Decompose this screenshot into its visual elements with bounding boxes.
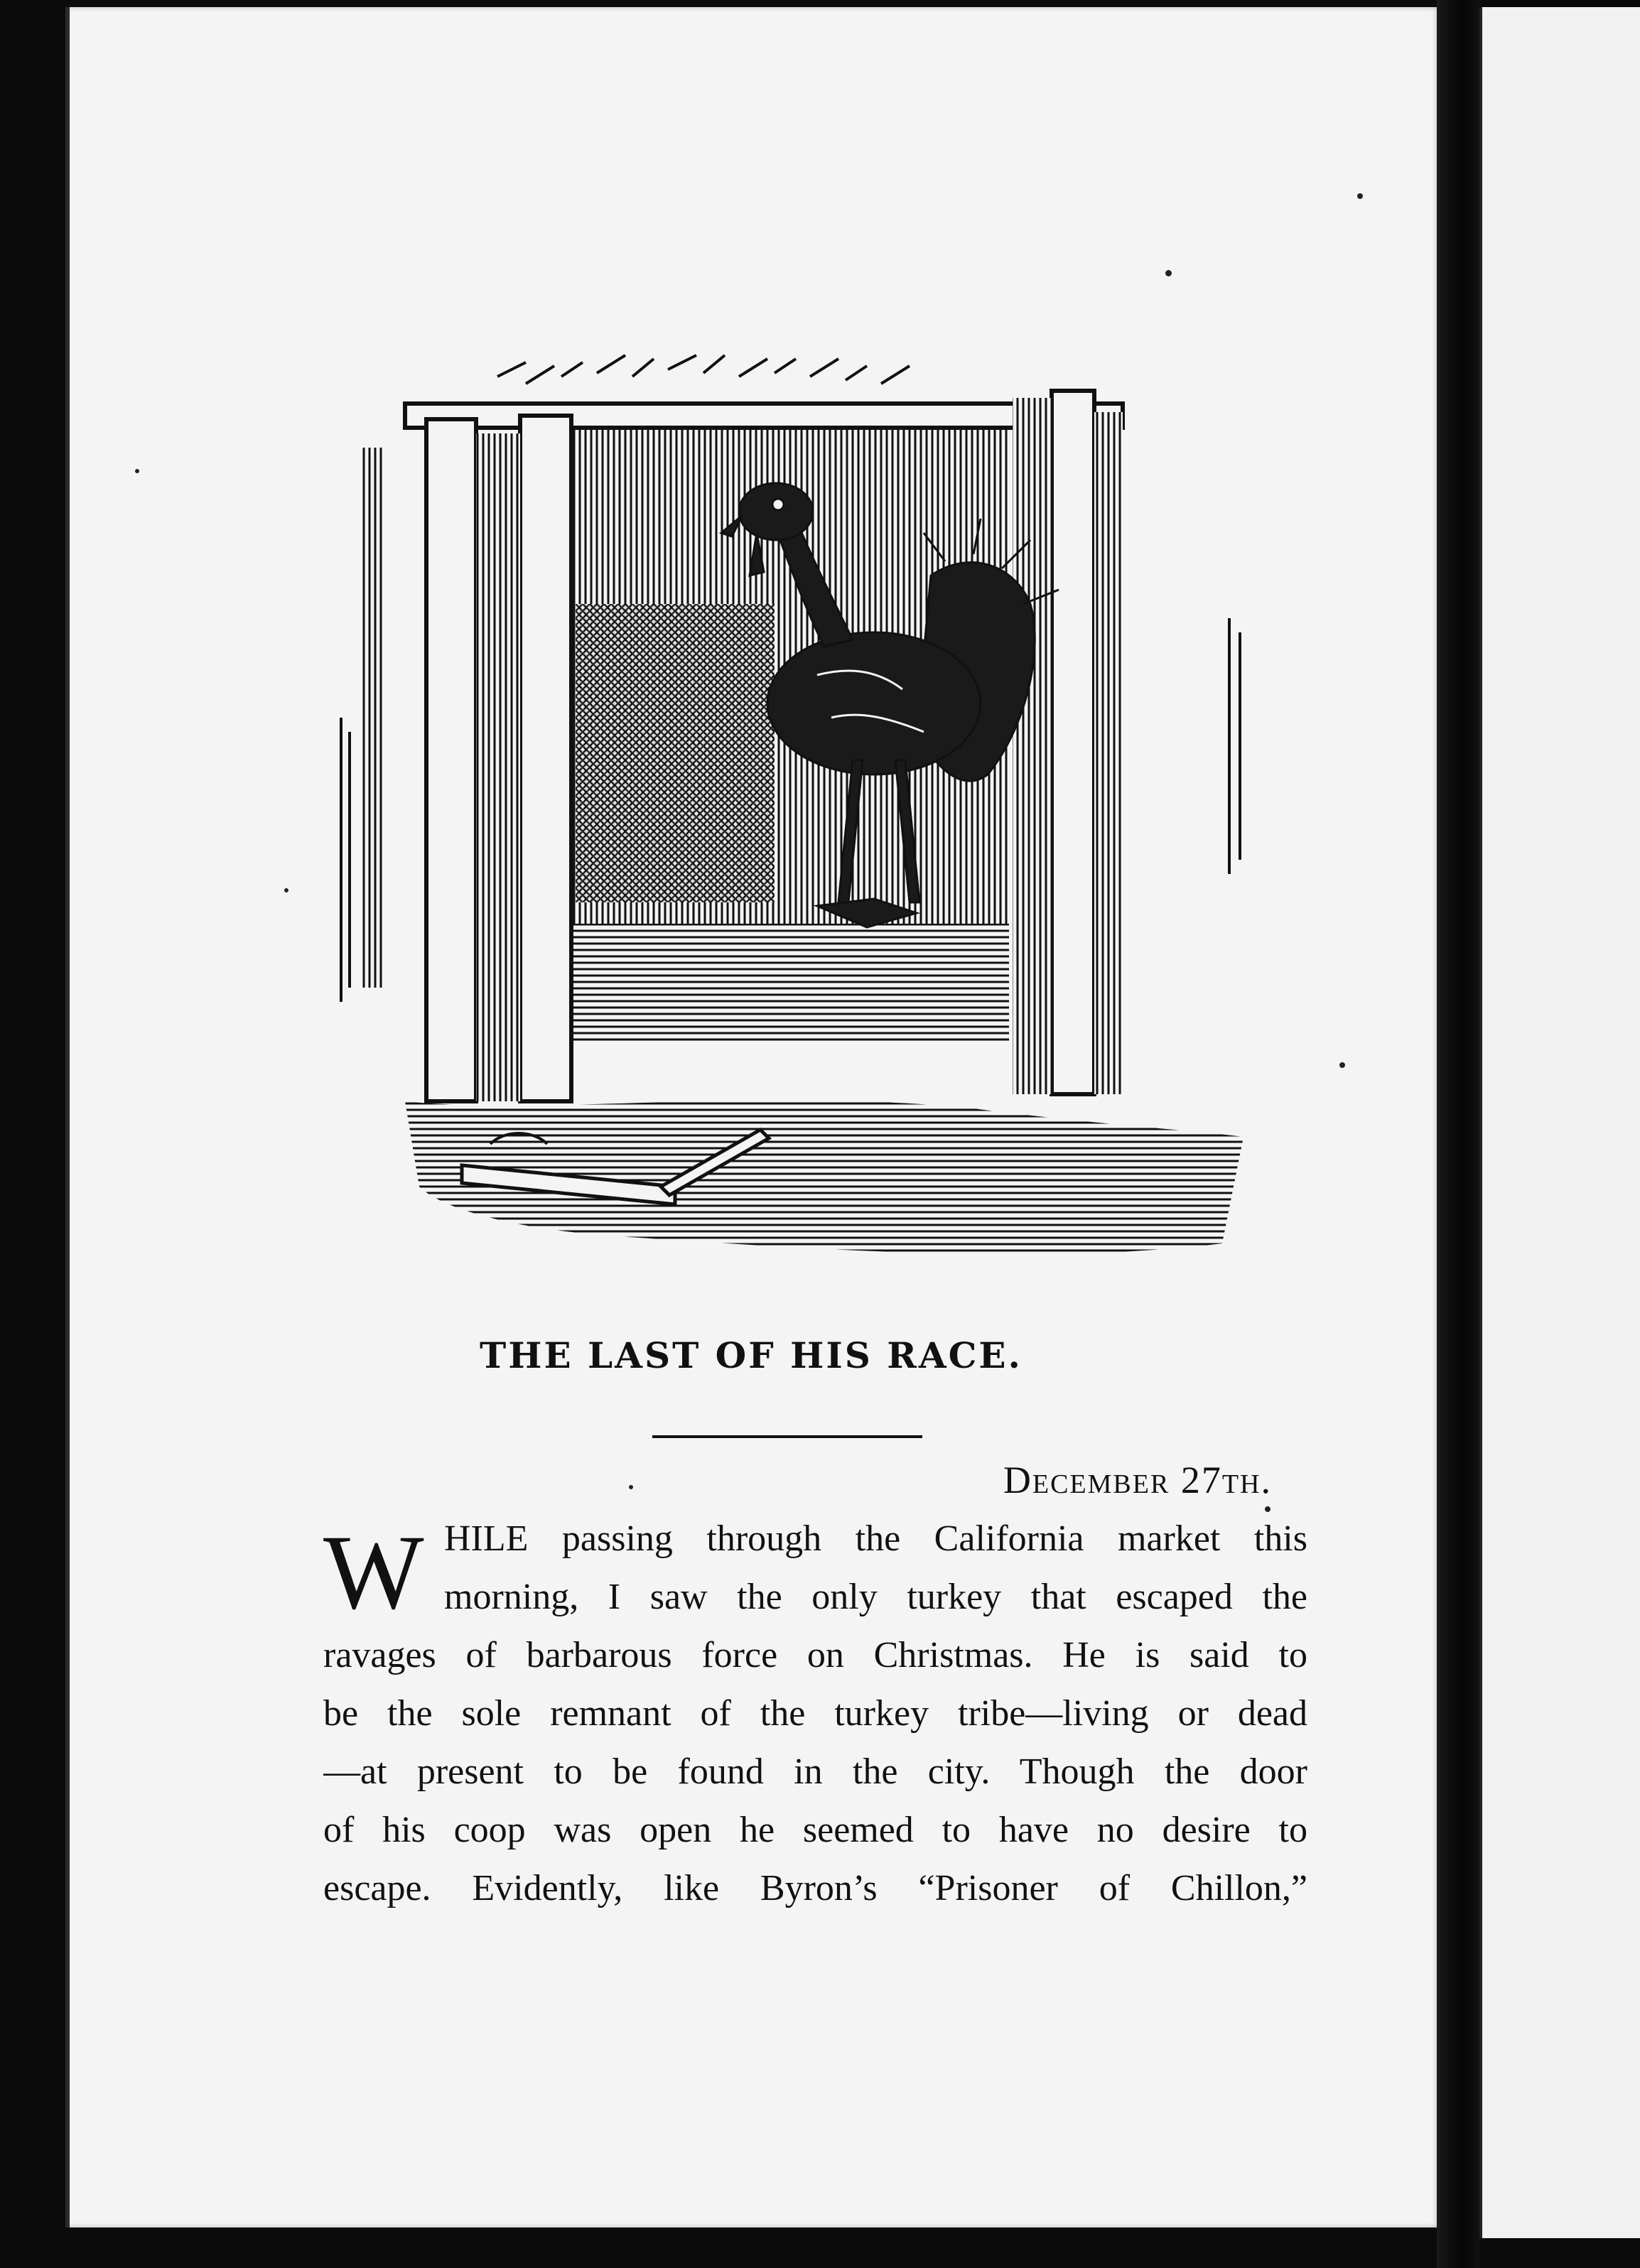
body-line: —at present to be found in the city. Though the door: [323, 1751, 1307, 1792]
scan-speck: [1165, 270, 1172, 276]
scan-speck: [1339, 1062, 1345, 1068]
book-gutter: [1437, 0, 1479, 2268]
illustration-caption: THE LAST OF HIS RACE.: [480, 1334, 1023, 1376]
scan-speck: [1265, 1506, 1271, 1512]
body-line: morning, I saw the only turkey that escaped the: [444, 1577, 1307, 1617]
body-line: escape. Evidently, like Byron’s “Prisoner of Chillon,”: [323, 1868, 1307, 1908]
body-line: be the sole remnant of the turkey tribe—living or dead: [323, 1693, 1307, 1734]
drop-cap: W: [323, 1513, 424, 1631]
body-line: HILE passing through the California market this: [444, 1518, 1307, 1559]
facing-page-edge: [1479, 7, 1640, 2238]
scan-speck: [1357, 193, 1363, 199]
entry-dateline: December 27th.: [1003, 1459, 1272, 1501]
turkey-in-coop-icon: [334, 334, 1286, 1286]
section-divider-rule: [652, 1435, 922, 1438]
scan-speck: [284, 888, 288, 892]
body-line: ravages of barbarous force on Christmas. He is said to: [323, 1635, 1307, 1675]
scan-speck: [135, 469, 139, 473]
body-paragraph: [323, 1510, 1307, 1918]
turkey-coop-illustration: [334, 334, 1286, 1286]
body-line: of his coop was open he seemed to have no desire to: [323, 1810, 1307, 1850]
scan-speck: [629, 1485, 633, 1489]
